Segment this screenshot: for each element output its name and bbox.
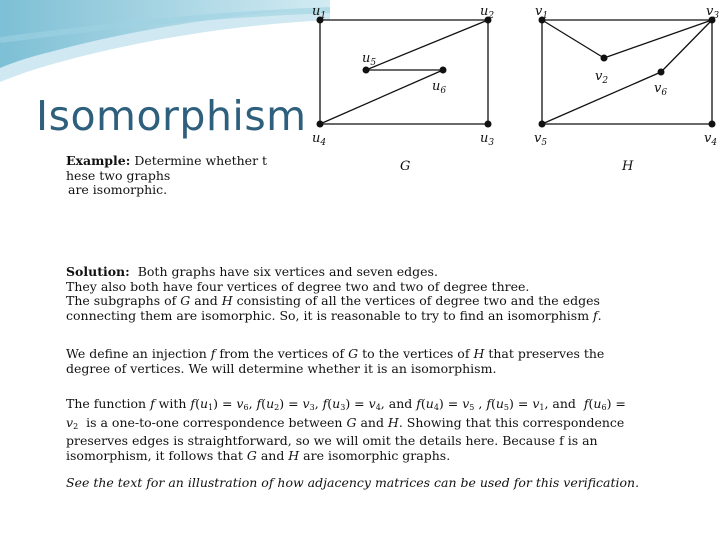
vertex-v4	[709, 121, 716, 128]
graph-g-name: G	[400, 159, 411, 174]
definition-text	[66, 347, 604, 376]
label-v4: $v_4$	[704, 131, 718, 148]
header-swoosh-decoration	[0, 0, 330, 90]
example-line3: are isomorphic.	[68, 182, 168, 197]
graph-g	[320, 20, 488, 124]
graph-g-vertices	[317, 17, 492, 128]
label-v5: $v_5$	[534, 131, 548, 148]
solution-line1: Both graphs have six vertices and seven edges.	[137, 264, 438, 279]
solution-line2: They also both have four vertices of degree two and two of degree three.	[66, 278, 530, 294]
vertex-u6	[440, 67, 447, 74]
function-line3: preserves edges is straightforward, so we will omit the details here. Because f is an	[66, 433, 598, 448]
graph-h	[542, 20, 712, 124]
graph-h-name: H	[622, 159, 634, 174]
label-u5: $u_5$	[362, 51, 377, 68]
function-text	[66, 397, 626, 463]
definition-line1: We define an injection f from the vertices of G to the vertices of H that preserves the	[66, 346, 605, 361]
definition-line2: degree of vertices. We will determine whether it is an isomorphism.	[66, 360, 497, 376]
function-line4: isomorphism, it follows that G and H are isomorphic graphs.	[66, 447, 451, 463]
function-line1: The function f with $f(u_1) = v_6$, $f(u_2) = v_3$, $f(u_3) = v_4$, and $f(u_4) = v_5$ , $f(u_5) = v_1$, and $f(u_6)$ =	[66, 396, 626, 412]
vertex-v2	[601, 55, 608, 62]
label-v2: $v_2$	[595, 69, 609, 86]
adjacency-note: See the text for an illustration of how adjacency matrices can be used for this verification.	[66, 475, 640, 490]
vertex-v5	[539, 121, 546, 128]
label-u4: $u_4$	[312, 131, 327, 148]
label-v1: $v_1$	[535, 4, 549, 21]
label-v6: $v_6$	[654, 81, 668, 98]
example-line1: Determine whether t	[134, 153, 268, 168]
vertex-u3	[485, 121, 492, 128]
example-label: Example:	[66, 153, 131, 168]
label-u6: $u_6$	[432, 79, 447, 96]
graphs-figure	[308, 0, 720, 178]
solution-label: Solution:	[66, 264, 130, 279]
function-line2: $v_2$ is a one-to-one correspondence between G and H. Showing that this correspondence	[66, 414, 625, 431]
solution-text	[66, 265, 602, 323]
example-line2: hese two graphs	[66, 167, 171, 183]
vertex-u4	[317, 121, 324, 128]
graph-h-vertices	[539, 17, 716, 128]
vertex-v6	[658, 69, 665, 76]
label-u1: $u_1$	[312, 4, 327, 21]
example-text	[66, 154, 267, 198]
vertex-u5	[363, 67, 370, 74]
slide-title: Isomorphism	[36, 92, 307, 140]
label-u2: $u_2$	[480, 4, 495, 21]
label-v3: $v_3$	[706, 4, 720, 21]
label-u3: $u_3$	[480, 131, 495, 148]
solution-line4: connecting them are isomorphic. So, it is reasonable to try to find an isomorphism f.	[66, 307, 602, 323]
solution-line3: The subgraphs of G and H consisting of all the vertices of degree two and the edges	[66, 293, 600, 308]
